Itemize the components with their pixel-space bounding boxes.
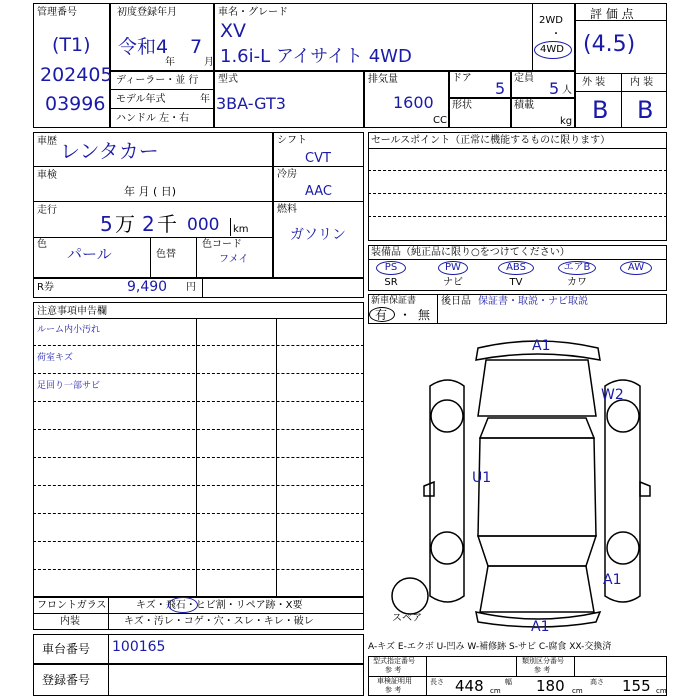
len-label: 長さ bbox=[430, 678, 444, 686]
wid-unit: cm bbox=[572, 687, 583, 695]
class-no-ref: 参 考 bbox=[534, 666, 551, 674]
spare-label: スペア bbox=[392, 613, 422, 624]
shift-label: シフト bbox=[277, 135, 307, 146]
equip-sr: SR bbox=[384, 277, 398, 288]
len-value: 448 bbox=[455, 677, 484, 695]
mileage-sen-unit: 千 bbox=[157, 212, 177, 236]
reg-year-unit: 年 bbox=[165, 57, 175, 68]
len-unit: cm bbox=[490, 687, 501, 695]
warranty-yes: 有 bbox=[375, 308, 388, 322]
reg-month: 7 bbox=[190, 36, 203, 58]
color-value: パール bbox=[67, 245, 112, 263]
color-change-label: 色替 bbox=[156, 249, 176, 260]
mgmt-line2: 202405 bbox=[40, 64, 113, 86]
mileage-sen: 2 bbox=[142, 212, 155, 236]
hood bbox=[480, 566, 594, 612]
class-no-label: 類別区分番号 bbox=[522, 657, 564, 665]
warranty-no: 無 bbox=[418, 308, 431, 322]
damage-w2: W2 bbox=[601, 387, 624, 403]
mgmt-line1: (T1) bbox=[52, 34, 91, 56]
load-label: 積載 bbox=[514, 100, 534, 111]
damage-a1-top: A1 bbox=[532, 338, 551, 354]
mileage-man: 5 bbox=[100, 212, 113, 236]
rear-glass bbox=[480, 418, 594, 438]
equip-navi: ナビ bbox=[443, 277, 463, 288]
color-code-label: 色コード bbox=[202, 239, 242, 250]
history-value: レンタカー bbox=[60, 139, 159, 163]
door-label: ドア bbox=[452, 73, 472, 84]
left-side bbox=[430, 380, 464, 602]
ext-grade: B bbox=[592, 96, 609, 124]
equip-aw: AW bbox=[627, 262, 645, 273]
name-grade: 1.6i-L アイサイト 4WD bbox=[220, 46, 412, 67]
mileage-man-unit: 万 bbox=[115, 212, 135, 236]
shift-value: CVT bbox=[305, 151, 331, 166]
note-item-3: 足回り一部サビ bbox=[37, 381, 101, 391]
equip-pw: PW bbox=[445, 262, 461, 273]
sales-label: セールスポイント（正常に機能するものに限ります） bbox=[371, 135, 611, 146]
fuel-label: 燃料 bbox=[277, 204, 297, 215]
disp-label: 排気量 bbox=[368, 74, 398, 85]
warranty-label: 新車保証書 bbox=[371, 296, 417, 306]
cert-label: 車検証明用 bbox=[377, 677, 412, 685]
mgmt-label: 管理番号 bbox=[37, 7, 77, 18]
spare-tire bbox=[392, 578, 428, 614]
type-value: 3BA-GT3 bbox=[216, 94, 286, 113]
hgt-label: 高さ bbox=[590, 678, 604, 686]
model-year-label: モデル年式 bbox=[116, 94, 166, 105]
damage-legend: A-キズ E-エクボ U-凹み W-補修跡 S-サビ C-腐食 XX-交換済 bbox=[368, 642, 612, 652]
km-unit: km bbox=[233, 224, 249, 235]
glass-text: キズ・飛石・ヒビ割・リペア跡・X要 bbox=[136, 600, 303, 611]
chassis-value: 100165 bbox=[112, 639, 166, 655]
glass-label: フロントガラス bbox=[37, 600, 107, 611]
disp-value: 1600 bbox=[393, 93, 434, 112]
cap-label: 定員 bbox=[514, 73, 534, 84]
int-label: 内 装 bbox=[630, 77, 654, 88]
wheel-left-front bbox=[431, 532, 463, 564]
wheel-right-front bbox=[607, 532, 639, 564]
drive-dot: ・ bbox=[551, 29, 561, 40]
equip-tv: TV bbox=[509, 277, 523, 288]
kg-unit: kg bbox=[560, 116, 573, 127]
regno-label: 登録番号 bbox=[42, 673, 91, 687]
ac-value: AAC bbox=[305, 184, 332, 199]
cap-unit: 人 bbox=[562, 85, 572, 96]
shaken-text: 年 月 ( 日) bbox=[124, 185, 177, 198]
name-model: XV bbox=[220, 20, 247, 42]
door-value: 5 bbox=[495, 79, 506, 98]
notes-box bbox=[33, 302, 364, 597]
reg-label: 初度登録年月 bbox=[117, 7, 177, 18]
model-year-unit: 年 bbox=[200, 94, 210, 105]
notes-label: 注意事項申告欄 bbox=[37, 306, 107, 317]
name-label: 車名・グレード bbox=[218, 7, 288, 18]
ac-label: 冷房 bbox=[277, 169, 297, 180]
shaken-label: 車検 bbox=[37, 170, 57, 181]
later-label: 後日品 bbox=[441, 296, 471, 307]
rticket-value: 9,490 bbox=[127, 279, 168, 295]
right-side bbox=[605, 380, 640, 602]
car-diagram bbox=[368, 326, 667, 636]
score-label: 評 価 点 bbox=[590, 7, 634, 21]
note-item-2: 荷室キズ bbox=[37, 353, 73, 363]
roof bbox=[478, 438, 596, 536]
mileage-rest: 000 bbox=[187, 215, 220, 235]
type-no-label: 型式指定番号 bbox=[373, 657, 415, 665]
type-no-ref: 参 考 bbox=[385, 666, 402, 674]
rticket-box bbox=[33, 278, 364, 298]
dealer-label: ディーラー・並 行 bbox=[116, 75, 199, 86]
equip-leather: カワ bbox=[567, 277, 587, 288]
shape-label: 形状 bbox=[452, 100, 472, 111]
score-value: (4.5) bbox=[583, 32, 636, 57]
cert-ref: 参 考 bbox=[385, 686, 402, 694]
fuel-value: ガソリン bbox=[290, 227, 346, 243]
hgt-unit: cm bbox=[656, 687, 667, 695]
reg-month-unit: 月 bbox=[204, 57, 214, 68]
drive-4wd: 4WD bbox=[540, 44, 564, 55]
left-mirror bbox=[424, 482, 434, 496]
wid-value: 180 bbox=[536, 677, 565, 695]
note-item-1: ルーム内小汚れ bbox=[37, 325, 101, 335]
hgt-value: 155 bbox=[622, 677, 651, 695]
cc-unit: CC bbox=[433, 115, 447, 126]
color-label: 色 bbox=[37, 239, 47, 250]
color-code: フメイ bbox=[219, 254, 249, 265]
rticket-unit: 円 bbox=[186, 282, 196, 293]
reg-era: 令和4 bbox=[118, 36, 169, 58]
glass-circle bbox=[168, 597, 198, 613]
ext-label: 外 装 bbox=[582, 77, 606, 88]
interior-text: キズ・汚レ・コゲ・穴・スレ・キレ・破レ bbox=[124, 616, 314, 627]
rticket-label: R券 bbox=[37, 282, 54, 293]
wid-label: 幅 bbox=[505, 678, 512, 686]
warranty-dot: ・ bbox=[399, 308, 412, 322]
damage-a1-bottom: A1 bbox=[531, 619, 550, 635]
history-label: 車歴 bbox=[37, 136, 57, 147]
interior-label: 内装 bbox=[60, 616, 80, 627]
equip-abs: ABS bbox=[506, 262, 526, 273]
right-mirror bbox=[640, 482, 650, 496]
damage-u1: U1 bbox=[472, 470, 492, 486]
rear-hatch bbox=[478, 360, 596, 416]
later-items: 保証書・取説・ナビ取説 bbox=[478, 296, 588, 307]
equip-ps: PS bbox=[384, 262, 398, 273]
drive-2wd: 2WD bbox=[539, 15, 563, 26]
wheel-left-rear bbox=[431, 400, 463, 432]
equip-label: 装備品（純正品に限り○をつけてください） bbox=[371, 247, 570, 258]
chassis-label: 車台番号 bbox=[42, 642, 91, 656]
type-label: 型式 bbox=[218, 74, 238, 85]
wheel-right-rear bbox=[607, 400, 639, 432]
mgmt-line3: 03996 bbox=[45, 93, 106, 115]
handle-label: ハンドル 左・右 bbox=[116, 113, 190, 124]
int-grade: B bbox=[637, 96, 654, 124]
cap-value: 5 bbox=[549, 79, 560, 98]
equip-airbag: エアB bbox=[563, 262, 591, 273]
mileage-label: 走行 bbox=[37, 205, 57, 216]
windshield bbox=[478, 536, 596, 566]
damage-a1-right: A1 bbox=[603, 572, 622, 588]
